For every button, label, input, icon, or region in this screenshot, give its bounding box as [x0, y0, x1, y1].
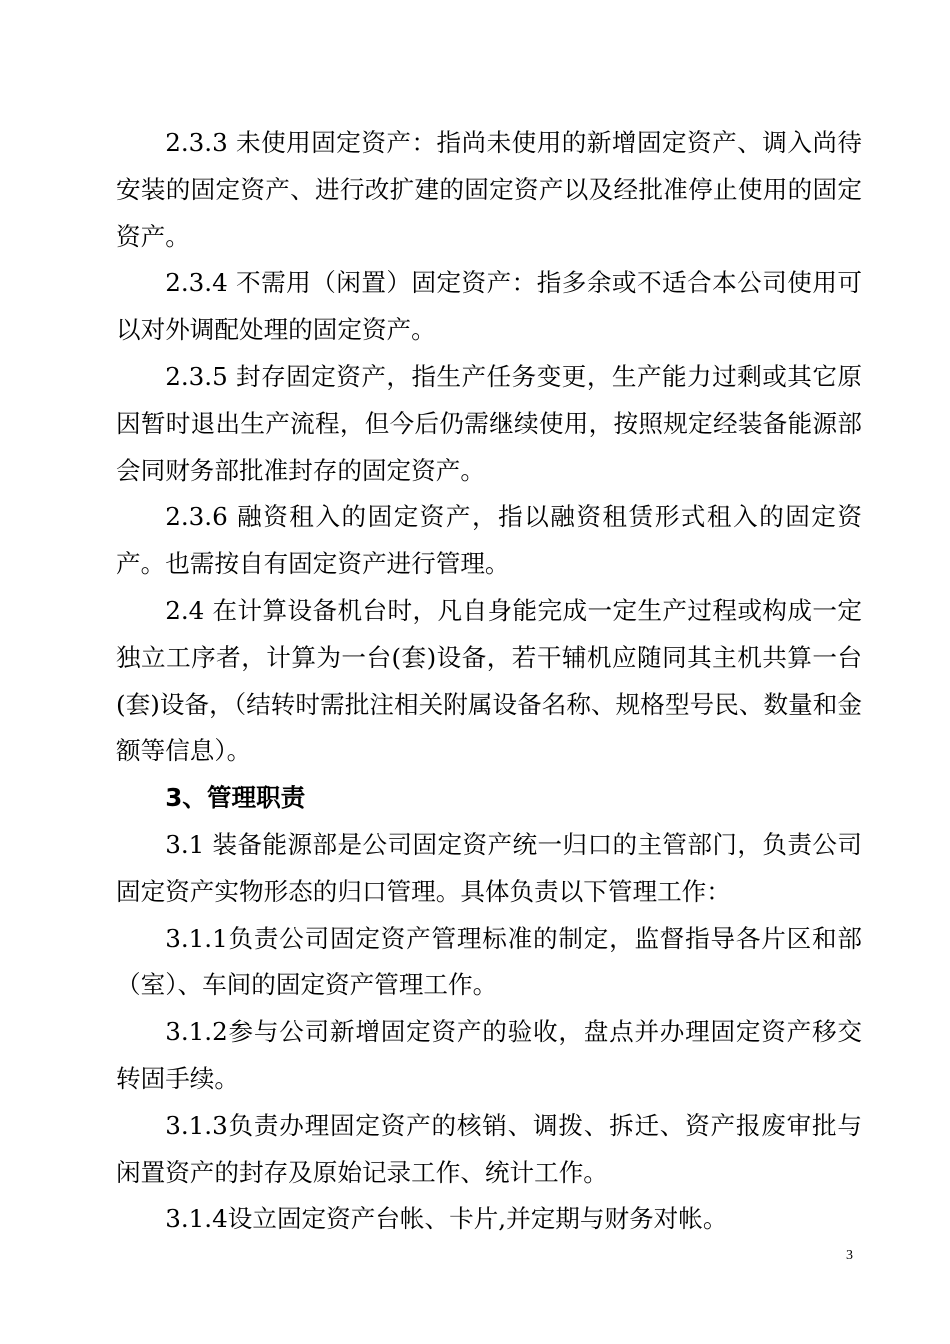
paragraph-2-3-3: 2.3.3 未使用固定资产：指尚未使用的新增固定资产、调入尚待安装的固定资产、进行改扩建的固定资产以及经批准停止使用的固定资产。 [116, 128, 862, 251]
paragraph-2-3-5: 2.3.5 封存固定资产，指生产任务变更，生产能力过剩或其它原因暂时退出生产流程，但今后仍需继续使用，按照规定经装备能源部会同财务部批准封存的固定资产。 [116, 361, 862, 485]
document-body [116, 120, 862, 1243]
paragraph-3-1: 3.1 装备能源部是公司固定资产统一归口的主管部门，负责公司固定资产实物形态的归口管理。具体负责以下管理工作： [116, 829, 862, 906]
paragraph-3-1-1: 3.1.1负责公司固定资产管理标准的制定，监督指导各片区和部（室）、车间的固定资产管理工作。 [116, 923, 862, 1000]
paragraph-3-1-4: 3.1.4设立固定资产台帐、卡片,并定期与财务对帐。 [165, 1204, 728, 1234]
page-number: 3 [846, 1248, 853, 1263]
paragraph-2-4: 2.4 在计算设备机台时，凡自身能完成一定生产过程或构成一定独立工序者，计算为一台(套)设备，若干辅机应随同其主机共算一台(套)设备，（结转时需批注相关附属设备名称、规格型号民、数量和金额等信息）。 [116, 595, 862, 766]
paragraph-2-3-6: 2.3.6 融资租入的固定资产，指以融资租赁形式租入的固定资产。也需按自有固定资产进行管理。 [116, 502, 862, 579]
paragraph-3-1-3: 3.1.3负责办理固定资产的核销、调拨、拆迁、资产报废审批与闲置资产的封存及原始记录工作、统计工作。 [116, 1110, 862, 1187]
section-heading-management-duties: 3、管理职责 [165, 783, 306, 813]
paragraph-3-1-2: 3.1.2参与公司新增固定资产的验收，盘点并办理固定资产移交转固手续。 [116, 1017, 862, 1093]
paragraph-2-3-4: 2.3.4 不需用（闲置）固定资产：指多余或不适合本公司使用可以对外调配处理的固定资产。 [116, 268, 862, 345]
